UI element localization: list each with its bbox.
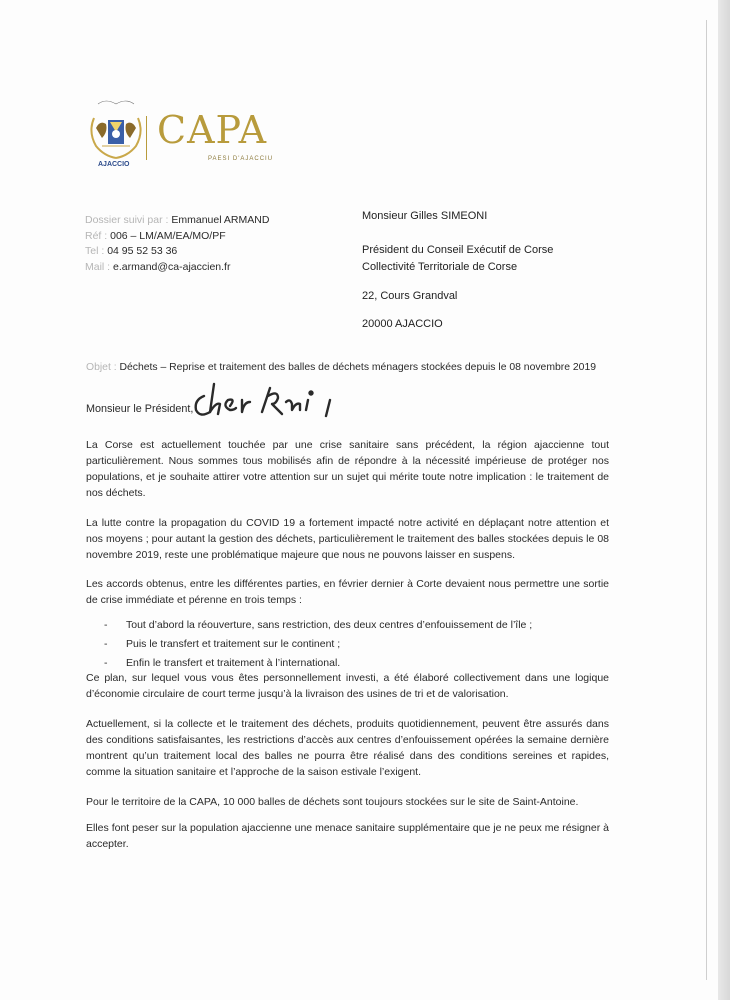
capa-logo-subtitle: PAESI D'AJACCIU: [208, 156, 274, 162]
paragraph-4: Ce plan, sur lequel vous vous êtes personnellement investi, a été élaboré collectivement dans une logique d’économie circulaire de court terme jusqu’à la livraison des usines de tri et de valorisation.: [86, 672, 609, 700]
ajaccio-crest-icon: [86, 98, 146, 168]
paragraph-7: Elles font peser sur la population ajaccienne une menace sanitaire supplémentaire que je ne peux me résigner à accepter.: [86, 822, 609, 850]
handwritten-greeting: [190, 378, 370, 424]
mail-label: Mail :: [85, 260, 111, 273]
dossier-label: Dossier suivi par :: [85, 214, 169, 226]
bullet-list: [104, 616, 532, 673]
recipient-name: Monsieur Gilles SIMEONI: [362, 210, 488, 222]
capa-logo-text: CAPA: [157, 108, 268, 152]
logo-divider: [146, 116, 147, 160]
subject-text: Déchets – Reprise et traitement des balles de déchets ménagers stockées depuis le 08 novembre 2019: [119, 362, 597, 373]
tel-row: [85, 244, 269, 260]
tel-label: Tel :: [85, 245, 105, 257]
recipient-city: 20000 AJACCIO: [362, 318, 443, 330]
mail-value: e.armand@ca-ajaccien.fr: [113, 260, 231, 273]
tel-value: 04 95 52 53 36: [107, 245, 178, 257]
mail-row: [85, 260, 269, 276]
paragraph-5: Actuellement, si la collecte et le traitement des déchets, produits quotidiennement, peuvent être assurés dans des conditions satisfaisantes, les restrictions d’accès aux centres d’enfouissement opérées la semaine dernière montrent qu’un traitement local des balles ne pourra être réalisé dans des conditions sereines et rapides, comme la situation sanitaire et l’approche de la saison estivale l’exigent.: [86, 718, 609, 778]
subject-line: [86, 362, 596, 373]
bullet-text-2: Puis le transfert et traitement sur le continent ;: [126, 638, 341, 650]
list-item: - Tout d’abord la réouverture, sans restriction, des deux centres d’enfouissement de l’île ;: [104, 619, 533, 631]
recipient-street: 22, Cours Grandval: [362, 290, 458, 302]
letterhead-logo: [84, 98, 284, 178]
sender-info: [85, 213, 269, 275]
bullet-text-1: Tout d’abord la réouverture, sans restriction, des deux centres d’enfouissement de l’île ;: [126, 619, 533, 631]
ref-label: Réf :: [85, 229, 108, 242]
ref-row: [85, 229, 269, 245]
recipient-title-2: Collectivité Territoriale de Corse: [362, 261, 518, 273]
paragraph-1: La Corse est actuellement touchée par une crise sanitaire sans précédent, la région ajaccienne tout particulièrement. Nous sommes tous mobilisés afin de répondre à la nécessité impérieuse de protéger nos populations, et je souhaite attirer votre attention sur un sujet qui mérite toute notre implication : le traitement de nos déchets.: [86, 439, 609, 499]
list-item: - Enfin le transfert et traitement à l’international.: [104, 657, 341, 669]
subject-label: Objet :: [86, 362, 117, 373]
dossier-value: Emmanuel ARMAND: [171, 214, 270, 226]
dossier-row: [85, 213, 269, 229]
ref-value: 006 – LM/AM/EA/MO/PF: [110, 229, 226, 242]
paragraph-3: Les accords obtenus, entre les différentes parties, en février dernier à Corte devaient nous permettre une sortie de crise immédiate et pérenne en trois temps :: [86, 578, 609, 606]
crest-caption: AJACCIO: [98, 161, 130, 168]
paragraph-6: Pour le territoire de la CAPA, 10 000 balles de déchets sont toujours stockées sur le site de Saint-Antoine.: [86, 796, 579, 808]
scan-edge-line: [706, 20, 707, 980]
scan-edge-shadow: [718, 0, 730, 1000]
list-item: - Puis le transfert et traitement sur le continent ;: [104, 638, 341, 650]
bullet-text-3: Enfin le transfert et traitement à l’international.: [126, 657, 341, 669]
paragraph-2: La lutte contre la propagation du COVID 19 a fortement impacté notre activité en déplaçant notre attention et nos moyens ; pour autant la gestion des déchets, particulièrement le traitement des balles stockées depuis le 08 novembre 2019, reste une problématique majeure que nous ne pouvons laisser en suspens.: [86, 517, 609, 561]
recipient-title-1: Président du Conseil Exécutif de Corse: [362, 244, 554, 256]
salutation: Monsieur le Président,: [86, 403, 194, 415]
